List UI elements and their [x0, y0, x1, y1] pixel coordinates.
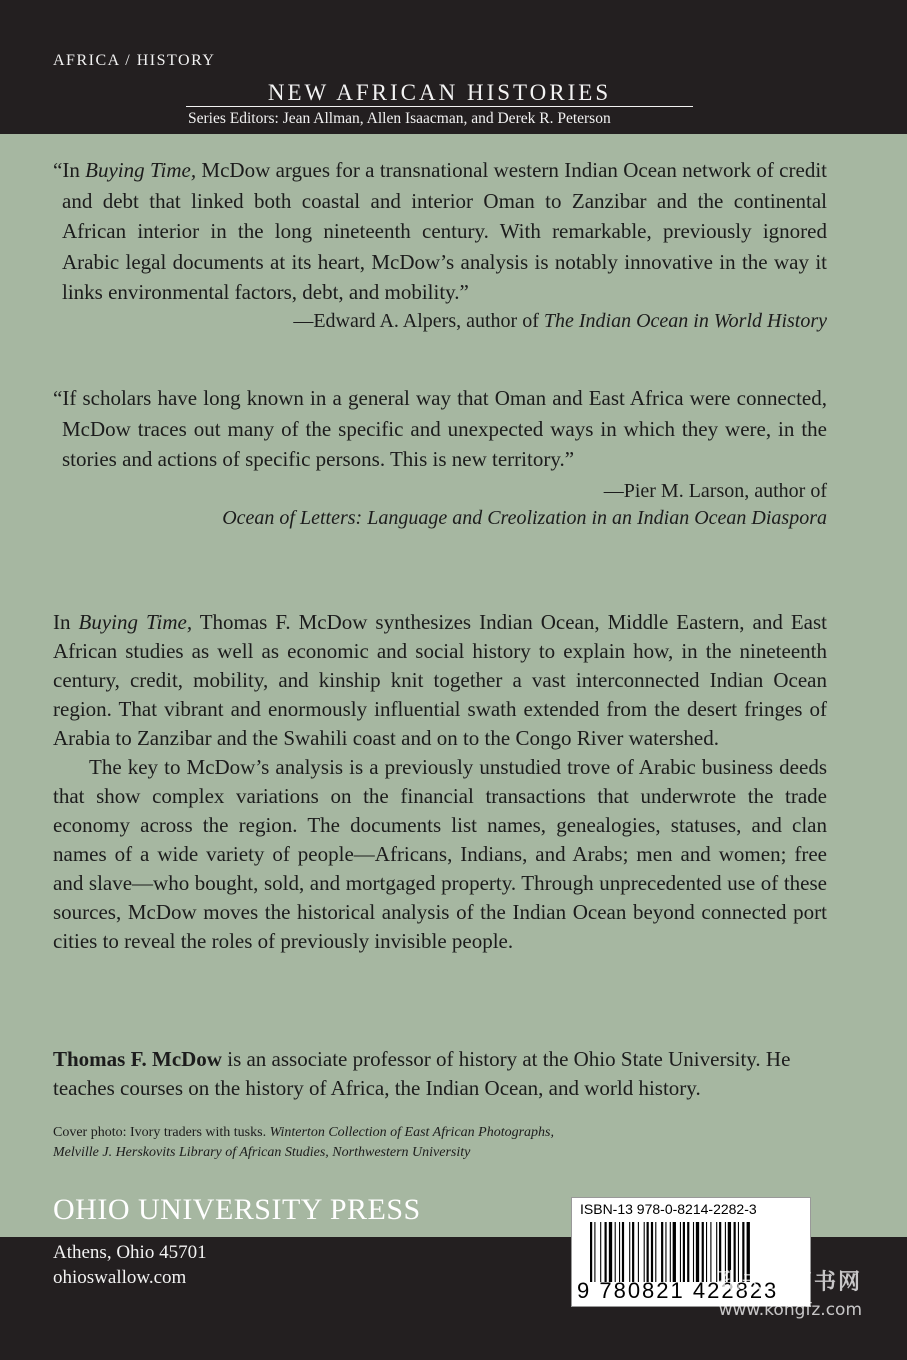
barcode-bar — [665, 1222, 666, 1282]
description-paragraph-1: In Buying Time, Thomas F. McDow synthesizes Indian Ocean, Middle Eastern, and East African studies as well as economic and social history to explain how, in the nineteenth century, credit, mobility, and kinship knit together a vast interconnected Indian Ocean region. That vibrant and enormously influential swath extended from the desert fringes of Arabia to Zanzibar and the Swahili coast and on to the Congo River watershed. — [53, 610, 827, 750]
watermark-logo: 孔夫子旧书网 — [718, 1270, 863, 1295]
barcode-bar — [600, 1222, 601, 1282]
barcode-bar — [661, 1222, 663, 1282]
barcode-bar — [680, 1222, 681, 1282]
isbn-label: ISBN-13 978-0-8214-2282-3 — [580, 1201, 757, 1217]
cover-photo-credit: Cover photo: Ivory traders with tusks. Winterton Collection of East African Photographs, Melville J. Herskovits Library of African Studies, Northwestern University — [53, 1125, 554, 1160]
blurb-quote: “If scholars have long known in a general way that Oman and East Africa were connected, McDow traces out many of the specific and unexpected ways in which they were, in the stories and actions of specific persons. This is new territory.” — [53, 386, 827, 471]
barcode-bar — [710, 1222, 711, 1282]
publisher-city: Athens, Ohio 45701 — [53, 1242, 207, 1263]
barcode-bar — [706, 1222, 707, 1282]
watermark — [718, 1265, 862, 1320]
barcode-bar — [590, 1222, 592, 1282]
barcode-bar — [696, 1222, 699, 1282]
barcode-bar — [683, 1222, 685, 1282]
barcode-bar — [594, 1222, 595, 1282]
blurb-attribution: —Pier M. Larson, author of Ocean of Letters: Language and Creolization in an Indian Ocean Diaspora — [222, 479, 827, 529]
barcode-bar — [622, 1222, 624, 1282]
barcode-bar — [702, 1222, 704, 1282]
barcode-bar — [670, 1222, 671, 1282]
barcode-bar — [619, 1222, 620, 1282]
series-editors: Series Editors: Jean Allman, Allen Isaacman, and Derek R. Peterson — [188, 110, 611, 127]
publisher-address — [53, 1240, 207, 1290]
blurb-quote: “In Buying Time, McDow argues for a transnational western Indian Ocean network of credit and debt that linked both coastal and interior Oman to Zanzibar and the continental African interior in the long nineteenth century. With remarkable, previously ignored Arabic legal documents at its heart, McDow’s analysis is notably innovative in the way it links environmental factors, debt, and mobility.” — [53, 158, 827, 304]
series-title: NEW AFRICAN HISTORIES — [186, 80, 693, 107]
barcode-bar — [638, 1222, 639, 1282]
publisher-website: ohioswallow.com — [53, 1267, 187, 1288]
barcode-bar — [673, 1222, 676, 1282]
barcode-bar — [632, 1222, 634, 1282]
barcode-bar — [693, 1222, 694, 1282]
barcode-bar — [651, 1222, 653, 1282]
series-block — [186, 80, 693, 129]
barcode-bar — [644, 1222, 645, 1282]
publisher-name: OHIO UNIVERSITY PRESS — [53, 1193, 421, 1226]
category-label: AFRICA / HISTORY — [53, 52, 216, 69]
author-bio: Thomas F. McDow is an associate professor of history at the Ohio State University. He teaches courses on the history of Africa, the Indian Ocean, and world history. — [53, 1047, 791, 1100]
barcode-bar — [655, 1222, 656, 1282]
barcode-bar — [605, 1222, 607, 1282]
description-paragraph-2: The key to McDow’s analysis is a previously unstudied trove of Arabic business deeds that show complex variations on the financial transactions that underwrote the trade economy across the region. The documents list names, genealogies, statuses, and clan names of a wide variety of people—Africans, Indians, and Arabs; men and women; free and slave—who bought, sold, and mortgaged property. Through unprecedented use of these sources, McDow moves the historical analysis of the Indian Ocean beyond connected port cities to reveal the roles of previously invisible people. — [53, 755, 827, 953]
blurb-attribution: —Edward A. Alpers, author of The Indian Ocean in World History — [293, 309, 827, 332]
header-band — [0, 0, 907, 134]
blurb-alpers — [53, 155, 827, 335]
book-description — [53, 608, 827, 956]
barcode-bar — [615, 1222, 616, 1282]
barcode-bar — [609, 1222, 612, 1282]
watermark-url: www.kongfz.com — [718, 1300, 863, 1320]
barcode-bar — [629, 1222, 630, 1282]
isbn-digits: 9 780821 422823 — [577, 1278, 779, 1303]
blurb-larson — [53, 383, 827, 532]
barcode-bar — [647, 1222, 649, 1282]
barcode-bar — [687, 1222, 689, 1282]
